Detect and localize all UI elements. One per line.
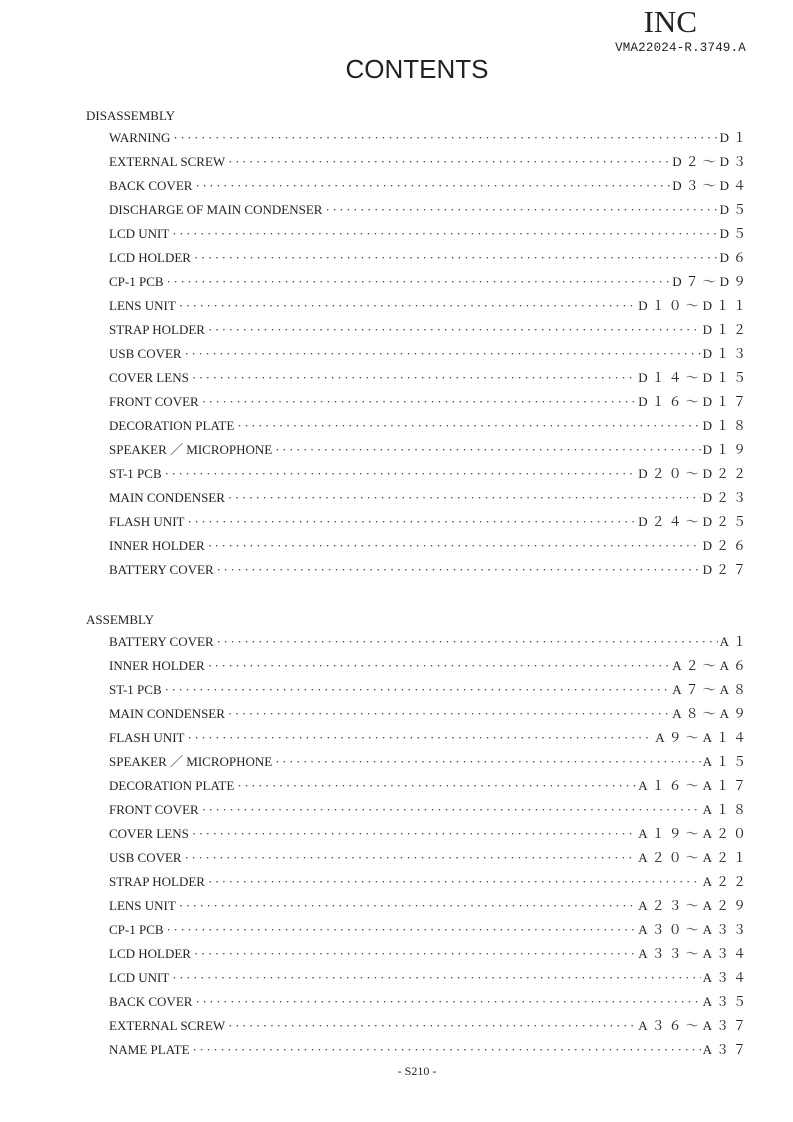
toc-entry-label: LENS UNIT bbox=[109, 898, 176, 913]
toc-entry-label: FRONT COVER bbox=[109, 394, 199, 409]
dot-leader bbox=[228, 150, 670, 174]
dot-leader bbox=[237, 414, 700, 438]
toc-entry-label: STRAP HOLDER bbox=[109, 322, 205, 337]
toc-entry-pages: A２０～A２１ bbox=[638, 850, 750, 865]
dot-leader bbox=[228, 486, 701, 510]
toc-entry-pages: A３０～A３３ bbox=[638, 922, 750, 937]
toc-entry-label: MAIN CONDENSER bbox=[109, 490, 225, 505]
toc-entry-label: LCD HOLDER bbox=[109, 946, 191, 961]
dot-leader bbox=[185, 342, 701, 366]
dot-leader bbox=[192, 822, 636, 846]
toc-entry-label: FLASH UNIT bbox=[109, 514, 185, 529]
toc-entry-pages: D５ bbox=[719, 226, 750, 241]
toc-entry[interactable] bbox=[86, 342, 750, 366]
toc-entry[interactable] bbox=[86, 150, 750, 174]
toc-entry[interactable] bbox=[86, 462, 750, 486]
toc-entry-label: DECORATION PLATE bbox=[109, 418, 235, 433]
toc-entry[interactable] bbox=[86, 534, 750, 558]
dot-leader bbox=[228, 1014, 636, 1038]
toc-entry[interactable] bbox=[86, 366, 750, 390]
toc-entry-pages: D２～D３ bbox=[672, 154, 750, 169]
toc-entry[interactable] bbox=[86, 414, 750, 438]
toc-entry-pages: D１３ bbox=[702, 346, 750, 361]
section-title: DISASSEMBLY bbox=[86, 108, 175, 123]
dot-leader bbox=[179, 294, 636, 318]
brand-label: INC bbox=[643, 4, 697, 39]
toc-entry-label: BACK COVER bbox=[109, 994, 193, 1009]
dot-leader bbox=[325, 198, 717, 222]
toc-entry[interactable] bbox=[86, 942, 750, 966]
toc-entry-label: EXTERNAL SCREW bbox=[109, 1018, 226, 1033]
toc-entry[interactable] bbox=[86, 318, 750, 342]
toc-entry[interactable] bbox=[86, 870, 750, 894]
toc-entry-pages: A１ bbox=[719, 634, 750, 649]
dot-leader bbox=[228, 702, 670, 726]
toc-entry-pages: D１０～D１１ bbox=[638, 298, 750, 313]
toc-entry-label: ST-1 PCB bbox=[109, 682, 162, 697]
toc-entry-label: WARNING bbox=[109, 130, 171, 145]
section-title: ASSEMBLY bbox=[86, 612, 155, 627]
toc-entry-pages: A１６～A１７ bbox=[638, 778, 750, 793]
toc-entry-label: USB COVER bbox=[109, 850, 182, 865]
dot-leader bbox=[187, 510, 636, 534]
toc-entry[interactable] bbox=[86, 294, 750, 318]
toc-entry-pages: A９～A１４ bbox=[655, 730, 750, 745]
section-disassembly bbox=[86, 105, 750, 582]
toc-entry-label: LCD HOLDER bbox=[109, 250, 191, 265]
page-title: CONTENTS bbox=[345, 54, 489, 84]
toc-entry-pages: D２４～D２５ bbox=[638, 514, 750, 529]
toc-entry[interactable] bbox=[86, 630, 750, 654]
toc-entry-pages: A１９～A２０ bbox=[638, 826, 750, 841]
toc-entry[interactable] bbox=[86, 198, 750, 222]
dot-leader bbox=[194, 942, 636, 966]
toc-entry-pages: D２７ bbox=[702, 562, 750, 577]
toc-entry-label: CP-1 PCB bbox=[109, 274, 164, 289]
toc-entry-pages: A３４ bbox=[702, 970, 750, 985]
dot-leader bbox=[194, 246, 718, 270]
dot-leader bbox=[195, 174, 670, 198]
toc-entry-pages: D１ bbox=[719, 130, 750, 145]
toc-entry-pages: D２６ bbox=[702, 538, 750, 553]
toc-entry[interactable] bbox=[86, 822, 750, 846]
toc-entry-label: COVER LENS bbox=[109, 370, 189, 385]
toc-entry-label: LENS UNIT bbox=[109, 298, 176, 313]
dot-leader bbox=[172, 966, 700, 990]
toc-entry[interactable] bbox=[86, 726, 750, 750]
toc-entry[interactable] bbox=[86, 1014, 750, 1038]
toc-entry-pages: A８～A９ bbox=[672, 706, 750, 721]
dot-leader bbox=[202, 390, 637, 414]
toc-entry-pages: D７～D９ bbox=[672, 274, 750, 289]
toc-entry-label: FLASH UNIT bbox=[109, 730, 185, 745]
dot-leader bbox=[275, 750, 700, 774]
dot-leader bbox=[165, 462, 637, 486]
toc-entry-label: NAME PLATE bbox=[109, 1042, 190, 1057]
toc-entry-pages: A２２ bbox=[702, 874, 750, 889]
toc-entry-pages: D２０～D２２ bbox=[638, 466, 750, 481]
toc-entry-label: BATTERY COVER bbox=[109, 562, 214, 577]
dot-leader bbox=[167, 270, 671, 294]
toc-entry[interactable] bbox=[86, 702, 750, 726]
toc-entry-pages: A３３～A３４ bbox=[638, 946, 750, 961]
toc-entry-pages: A７～A８ bbox=[672, 682, 750, 697]
dot-leader bbox=[208, 654, 671, 678]
dot-leader bbox=[187, 726, 653, 750]
toc-entry-pages: A３６～A３７ bbox=[638, 1018, 750, 1033]
page-number: - S210 - bbox=[397, 1064, 437, 1078]
toc-entry[interactable] bbox=[86, 438, 750, 462]
toc-entry[interactable] bbox=[86, 1038, 750, 1062]
dot-leader bbox=[179, 894, 636, 918]
toc-entry[interactable] bbox=[86, 678, 750, 702]
dot-leader bbox=[202, 798, 701, 822]
dot-leader bbox=[208, 318, 701, 342]
toc-entry-label: CP-1 PCB bbox=[109, 922, 164, 937]
dot-leader bbox=[185, 846, 637, 870]
dot-leader bbox=[195, 990, 700, 1014]
dot-leader bbox=[193, 1038, 701, 1062]
toc-entry[interactable] bbox=[86, 774, 750, 798]
dot-leader bbox=[172, 222, 717, 246]
dot-leader bbox=[208, 870, 701, 894]
toc-entry-label: INNER HOLDER bbox=[109, 538, 205, 553]
toc-entry-label: STRAP HOLDER bbox=[109, 874, 205, 889]
toc-entry-label: EXTERNAL SCREW bbox=[109, 154, 226, 169]
toc-entry-pages: D１６～D１７ bbox=[638, 394, 750, 409]
toc-entry[interactable] bbox=[86, 246, 750, 270]
toc-entry-pages: A２～A６ bbox=[672, 658, 750, 673]
toc-entry-pages: D１９ bbox=[702, 442, 750, 457]
dot-leader bbox=[192, 366, 636, 390]
toc-entry[interactable] bbox=[86, 894, 750, 918]
toc-entry[interactable] bbox=[86, 126, 750, 150]
toc-entry-label: USB COVER bbox=[109, 346, 182, 361]
toc-entry-pages: A１５ bbox=[702, 754, 750, 769]
toc-entry-label: DISCHARGE OF MAIN CONDENSER bbox=[109, 202, 323, 217]
toc-entry-label: FRONT COVER bbox=[109, 802, 199, 817]
toc-entry-pages: D２３ bbox=[702, 490, 750, 505]
toc-entry-label: BACK COVER bbox=[109, 178, 193, 193]
dot-leader bbox=[237, 774, 636, 798]
section-assembly bbox=[86, 609, 750, 1062]
dot-leader bbox=[208, 534, 701, 558]
toc-entry[interactable] bbox=[86, 222, 750, 246]
toc-entry-pages: D５ bbox=[719, 202, 750, 217]
toc-entry[interactable] bbox=[86, 918, 750, 942]
dot-leader bbox=[167, 918, 637, 942]
toc-entry-label: INNER HOLDER bbox=[109, 658, 205, 673]
dot-leader bbox=[217, 630, 718, 654]
toc-entry-label: MAIN CONDENSER bbox=[109, 706, 225, 721]
toc-entry[interactable] bbox=[86, 174, 750, 198]
toc-entry[interactable] bbox=[86, 510, 750, 534]
toc-entry[interactable] bbox=[86, 390, 750, 414]
toc-entry[interactable] bbox=[86, 486, 750, 510]
toc-entry-label: DECORATION PLATE bbox=[109, 778, 235, 793]
toc-entry-label: SPEAKER ／ MICROPHONE bbox=[109, 442, 273, 457]
toc-entry-label: BATTERY COVER bbox=[109, 634, 214, 649]
toc-entry[interactable] bbox=[86, 270, 750, 294]
toc-entry[interactable] bbox=[86, 558, 750, 582]
toc-entry-label: ST-1 PCB bbox=[109, 466, 162, 481]
toc-entry-label: LCD UNIT bbox=[109, 226, 170, 241]
dot-leader bbox=[173, 126, 717, 150]
toc-entry-pages: A１８ bbox=[702, 802, 750, 817]
toc-entry-pages: D１４～D１５ bbox=[638, 370, 750, 385]
toc-entry[interactable] bbox=[86, 990, 750, 1014]
document-code: VMA22024-R.3749.A bbox=[615, 41, 746, 55]
dot-leader bbox=[275, 438, 700, 462]
toc-entry-label: COVER LENS bbox=[109, 826, 189, 841]
toc-entry[interactable] bbox=[86, 966, 750, 990]
toc-entry-pages: D１８ bbox=[702, 418, 750, 433]
dot-leader bbox=[165, 678, 671, 702]
toc-entry-pages: A３７ bbox=[702, 1042, 750, 1057]
toc-entry[interactable] bbox=[86, 846, 750, 870]
toc-entry-pages: A２３～A２９ bbox=[638, 898, 750, 913]
toc-entry-pages: D３～D４ bbox=[672, 178, 750, 193]
toc-entry-pages: D１２ bbox=[702, 322, 750, 337]
toc-entry[interactable] bbox=[86, 654, 750, 678]
toc-entry-pages: A３５ bbox=[702, 994, 750, 1009]
toc-entry[interactable] bbox=[86, 750, 750, 774]
dot-leader bbox=[217, 558, 701, 582]
toc-entry-pages: D６ bbox=[719, 250, 750, 265]
toc-entry-label: LCD UNIT bbox=[109, 970, 170, 985]
toc-entry-label: SPEAKER ／ MICROPHONE bbox=[109, 754, 273, 769]
toc-entry[interactable] bbox=[86, 798, 750, 822]
